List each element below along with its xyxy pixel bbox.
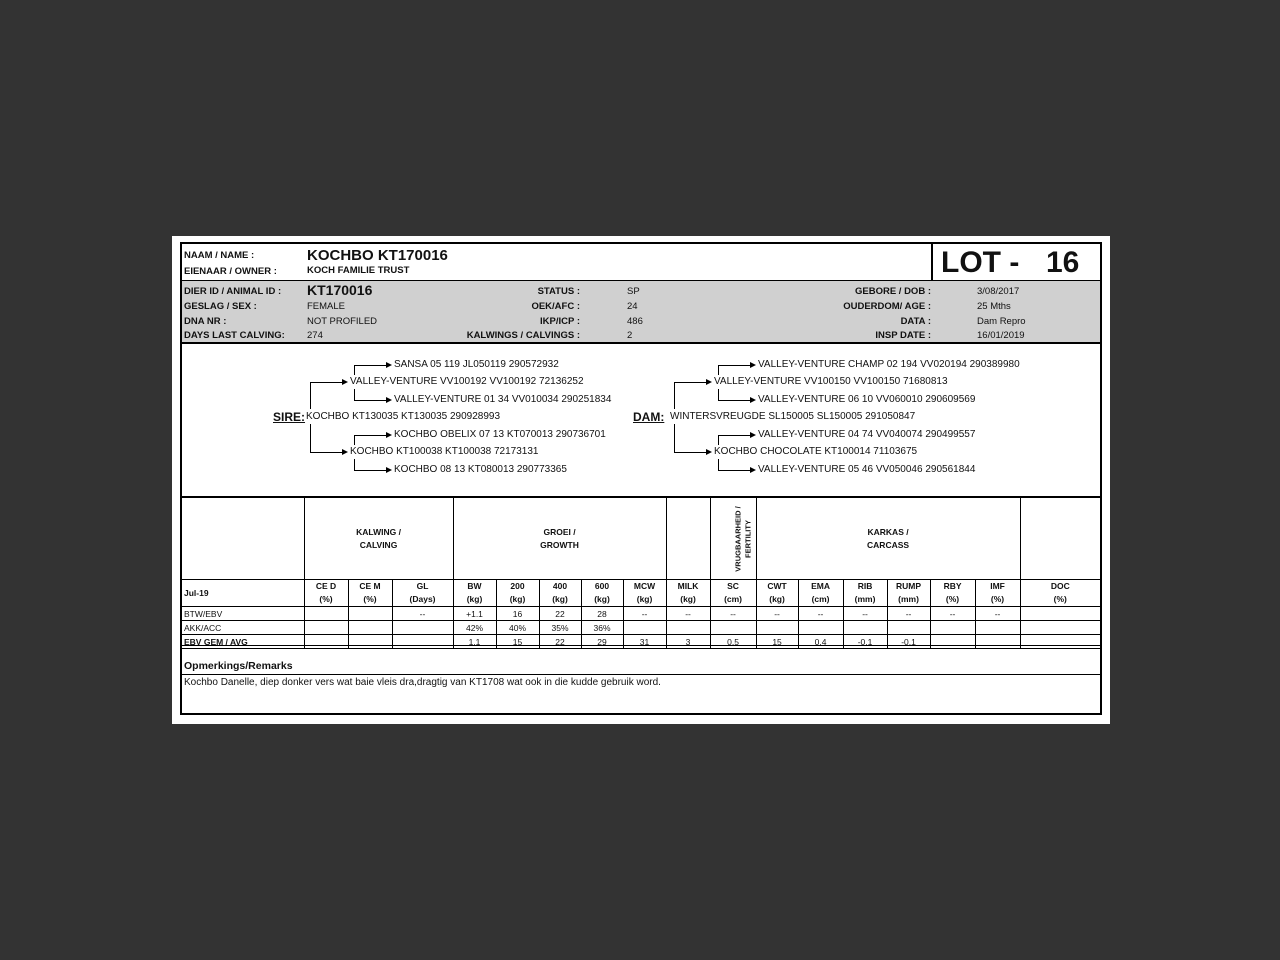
- table-cell: --: [887, 607, 930, 621]
- calvings-label: KALWINGS / CALVINGS :: [466, 330, 580, 341]
- row-label: EBV GEM / AVG: [182, 635, 304, 649]
- insp-date-value: 16/01/2019: [977, 330, 1025, 341]
- calvings-value: 2: [627, 330, 633, 341]
- table-cell: [1020, 607, 1100, 621]
- col-header: [887, 580, 930, 607]
- dam-dam-name: KOCHBO CHOCOLATE KT100014 71103675: [714, 446, 918, 457]
- data-value: Dam Repro: [977, 316, 1026, 327]
- lot-frame: [180, 242, 1102, 715]
- group-fertility-line1: VRUGBAARHEID /: [733, 505, 743, 572]
- table-cell: [843, 621, 887, 635]
- col-unit: (kg): [466, 594, 483, 604]
- table-cell: --: [666, 607, 710, 621]
- table-cell: [798, 621, 843, 635]
- connector: [674, 382, 675, 409]
- connector: [354, 435, 386, 436]
- connector: [718, 459, 719, 470]
- table-cell: 28: [581, 607, 623, 621]
- sire-name: KOCHBO KT130035 KT130035 290928993: [306, 411, 501, 422]
- group-milk-blank: [666, 498, 710, 580]
- status-value: SP: [627, 286, 640, 297]
- arrow-icon: [750, 432, 756, 438]
- remarks-title: Opmerkings/Remarks: [184, 660, 293, 672]
- row-label: AKK/ACC: [182, 621, 304, 635]
- ebv-table: [182, 497, 1100, 649]
- sex-value: FEMALE: [307, 301, 346, 312]
- sire-label: SIRE:: [273, 410, 306, 424]
- sire-dam-dam-name: KOCHBO 08 13 KT080013 290773365: [394, 464, 567, 475]
- table-cell: --: [756, 607, 798, 621]
- connector: [718, 435, 719, 445]
- col-name: MILK: [677, 581, 699, 591]
- col-name: GL: [416, 581, 429, 591]
- col-name: CE M: [359, 581, 381, 591]
- table-cell: 36%: [581, 621, 623, 635]
- col-header: [930, 580, 975, 607]
- table-cell: [304, 607, 348, 621]
- connector: [718, 389, 719, 400]
- column-header-row: [182, 580, 1100, 607]
- table-cell: [348, 607, 392, 621]
- connector: [354, 389, 355, 400]
- col-header: [392, 580, 453, 607]
- table-cell: --: [710, 607, 756, 621]
- group-calving: [304, 498, 453, 580]
- connector: [310, 382, 342, 383]
- group-carcass-line2: CARCASS: [867, 539, 910, 550]
- animal-info: [182, 281, 1100, 344]
- table-cell: --: [623, 607, 666, 621]
- dam-sire-sire-name: VALLEY-VENTURE CHAMP 02 194 VV020194 290389980: [758, 359, 1020, 370]
- table-cell: 0,4: [798, 635, 843, 649]
- col-unit: (kg): [509, 594, 526, 604]
- status-label: STATUS :: [537, 286, 580, 297]
- dam-dam-sire-name: VALLEY-VENTURE 04 74 VV040074 290499557: [758, 429, 976, 440]
- table-cell: 29: [581, 635, 623, 649]
- sire-sire-dam-name: VALLEY-VENTURE 01 34 VV010034 290251834: [394, 394, 612, 405]
- animal-id-label: DIER ID / ANIMAL ID :: [184, 286, 282, 297]
- dna-label: DNA NR :: [184, 316, 227, 327]
- table-cell: 1,1: [453, 635, 496, 649]
- group-calving-line1: KALWING /: [356, 526, 401, 537]
- table-cell: [975, 621, 1020, 635]
- col-unit: (mm): [854, 594, 876, 604]
- name-header: [182, 244, 1100, 281]
- table-cell: 22: [539, 635, 581, 649]
- dob-value: 3/08/2017: [977, 286, 1020, 297]
- animal-id-value: KT170016: [307, 282, 373, 298]
- table-cell: --: [843, 607, 887, 621]
- table-cell: -0,1: [843, 635, 887, 649]
- col-header: [453, 580, 496, 607]
- connector: [718, 435, 750, 436]
- dam-name: WINTERSVREUGDE SL150005 SL150005 291050847: [670, 411, 916, 422]
- table-cell: 0,5: [710, 635, 756, 649]
- days-last-calving-label: DAYS LAST CALVING:: [184, 330, 285, 341]
- arrow-icon: [386, 397, 392, 403]
- col-name: CWT: [767, 581, 787, 591]
- table-cell: 31: [623, 635, 666, 649]
- col-name: SC: [727, 581, 739, 591]
- col-header: [496, 580, 539, 607]
- col-name: RIB: [857, 581, 873, 591]
- arrow-icon: [386, 467, 392, 473]
- ebv-date: Jul-19: [182, 580, 304, 607]
- col-unit: (%): [990, 594, 1005, 604]
- table-cell: 16: [496, 607, 539, 621]
- afc-value: 24: [627, 301, 638, 312]
- table-cell: [392, 621, 453, 635]
- table-cell: 35%: [539, 621, 581, 635]
- sire-sire-sire-name: SANSA 05 119 JL050119 290572932: [394, 359, 559, 370]
- table-cell: -0,1: [887, 635, 930, 649]
- arrow-icon: [750, 467, 756, 473]
- col-unit: (kg): [769, 594, 785, 604]
- sex-label: GESLAG / SEX :: [184, 301, 257, 312]
- group-growth-line1: GROEI /: [543, 526, 576, 537]
- table-cell: [623, 621, 666, 635]
- connector: [718, 470, 750, 471]
- table-cell: 3: [666, 635, 710, 649]
- arrow-icon: [342, 449, 348, 455]
- connector: [718, 400, 750, 401]
- sire-dam-sire-name: KOCHBO OBELIX 07 13 KT070013 290736701: [394, 429, 606, 440]
- arrow-icon: [750, 362, 756, 368]
- animal-name: KOCHBO KT170016: [307, 247, 448, 264]
- connector: [310, 424, 311, 452]
- col-unit: (kg): [680, 594, 696, 604]
- afc-label: OEK/AFC :: [531, 301, 580, 312]
- icp-value: 486: [627, 316, 643, 327]
- owner-label: EIENAAR / OWNER :: [184, 266, 277, 277]
- col-header: [666, 580, 710, 607]
- divider: [182, 674, 1100, 675]
- connector: [354, 470, 386, 471]
- col-name: RUMP: [896, 581, 922, 591]
- col-name: 200: [510, 581, 525, 591]
- row-label: BTW/EBV: [182, 607, 304, 621]
- table-cell: [710, 621, 756, 635]
- dam-label: DAM:: [633, 410, 665, 424]
- table-cell: --: [930, 607, 975, 621]
- col-name: RBY: [943, 581, 962, 591]
- table-cell: [930, 621, 975, 635]
- col-name: EMA: [811, 581, 830, 591]
- arrow-icon: [386, 362, 392, 368]
- connector: [674, 382, 706, 383]
- connector: [310, 382, 311, 409]
- col-unit: (cm): [724, 594, 743, 604]
- lot-number: 16: [1046, 246, 1080, 279]
- col-header: [539, 580, 581, 607]
- group-blank: [182, 498, 304, 580]
- connector: [310, 452, 342, 453]
- col-name: CE D: [315, 581, 337, 591]
- col-header: [304, 580, 348, 607]
- sire-dam-name: KOCHBO KT100038 KT100038 72173131: [350, 446, 539, 457]
- table-cell: [887, 621, 930, 635]
- connector: [718, 365, 719, 375]
- col-name: IMF: [990, 581, 1005, 591]
- col-unit: (Days): [409, 594, 436, 604]
- col-header: [975, 580, 1020, 607]
- table-cell: [666, 621, 710, 635]
- icp-label: IKP/ICP :: [540, 316, 580, 327]
- connector: [718, 365, 750, 366]
- group-growth: [453, 498, 666, 580]
- connector: [354, 459, 355, 470]
- days-last-calving-value: 274: [307, 330, 323, 341]
- col-name: 400: [552, 581, 568, 591]
- table-cell: [1020, 621, 1100, 635]
- group-header-row: [182, 498, 1100, 580]
- sire-sire-name: VALLEY-VENTURE VV100192 VV100192 72136252: [350, 376, 584, 387]
- group-calving-line2: CALVING: [359, 539, 398, 550]
- col-header: [798, 580, 843, 607]
- col-header: [623, 580, 666, 607]
- dam-sire-dam-name: VALLEY-VENTURE 06 10 VV060010 290609569: [758, 394, 976, 405]
- age-label: OUDERDOM/ AGE :: [843, 301, 931, 312]
- connector: [354, 400, 386, 401]
- remarks-text: Kochbo Danelle, diep donker vers wat baie vleis dra,dragtig van KT1708 wat ook in die kudde gebruik word.: [184, 677, 661, 688]
- remarks-section: [182, 645, 1100, 714]
- lot-card: [172, 236, 1110, 724]
- col-header: [1020, 580, 1100, 607]
- table-row: [182, 607, 1100, 621]
- arrow-icon: [342, 379, 348, 385]
- group-growth-line2: GROWTH: [540, 539, 579, 550]
- col-unit: (%): [945, 594, 960, 604]
- connector: [354, 435, 355, 445]
- table-cell: +1.1: [453, 607, 496, 621]
- group-fertility-line2: FERTILITY: [743, 519, 753, 558]
- table-cell: [348, 621, 392, 635]
- pedigree: [182, 344, 1100, 497]
- table-row: [182, 621, 1100, 635]
- col-name: MCW: [633, 581, 656, 591]
- col-unit: (kg): [552, 594, 568, 604]
- col-unit: (mm): [898, 594, 919, 604]
- dam-sire-name: VALLEY-VENTURE VV100150 VV100150 71680813: [714, 376, 948, 387]
- arrow-icon: [386, 432, 392, 438]
- ebv-section: [182, 497, 1100, 645]
- col-header: [348, 580, 392, 607]
- arrow-icon: [750, 397, 756, 403]
- group-doc-blank: [1020, 498, 1100, 580]
- insp-date-label: INSP DATE :: [875, 330, 931, 341]
- col-header: [756, 580, 798, 607]
- table-cell: 40%: [496, 621, 539, 635]
- lot-box: [931, 244, 1102, 280]
- owner-value: KOCH FAMILIE TRUST: [307, 265, 410, 276]
- table-cell: [756, 621, 798, 635]
- dam-dam-dam-name: VALLEY-VENTURE 05 46 VV050046 290561844: [758, 464, 976, 475]
- lot-label: LOT -: [941, 246, 1020, 279]
- connector: [354, 365, 355, 375]
- dna-value: NOT PROFILED: [307, 316, 378, 327]
- col-unit: (%): [1053, 594, 1067, 604]
- col-unit: (cm): [811, 594, 830, 604]
- group-carcass: [756, 498, 1020, 580]
- group-fertility: [710, 498, 756, 580]
- col-unit: (%): [363, 594, 377, 604]
- table-cell: 42%: [453, 621, 496, 635]
- col-header: [581, 580, 623, 607]
- group-carcass-line1: KARKAS /: [867, 526, 909, 537]
- col-name: 600: [594, 581, 610, 591]
- table-cell: --: [392, 607, 453, 621]
- table-cell: 15: [756, 635, 798, 649]
- table-cell: --: [975, 607, 1020, 621]
- col-header: [843, 580, 887, 607]
- col-unit: (%): [319, 594, 333, 604]
- arrow-icon: [706, 379, 712, 385]
- col-name: BW: [467, 581, 482, 591]
- col-unit: (kg): [636, 594, 653, 604]
- table-cell: 22: [539, 607, 581, 621]
- data-label: DATA :: [900, 316, 931, 327]
- age-value: 25 Mths: [977, 301, 1011, 312]
- col-header: [710, 580, 756, 607]
- col-unit: (kg): [594, 594, 610, 604]
- arrow-icon: [706, 449, 712, 455]
- connector: [674, 424, 675, 452]
- table-cell: --: [798, 607, 843, 621]
- connector: [354, 365, 386, 366]
- table-cell: 15: [496, 635, 539, 649]
- dob-label: GEBORE / DOB :: [854, 286, 931, 297]
- table-cell: [304, 621, 348, 635]
- name-label: NAAM / NAME :: [184, 250, 255, 261]
- connector: [674, 452, 706, 453]
- col-name: DOC: [1050, 581, 1070, 591]
